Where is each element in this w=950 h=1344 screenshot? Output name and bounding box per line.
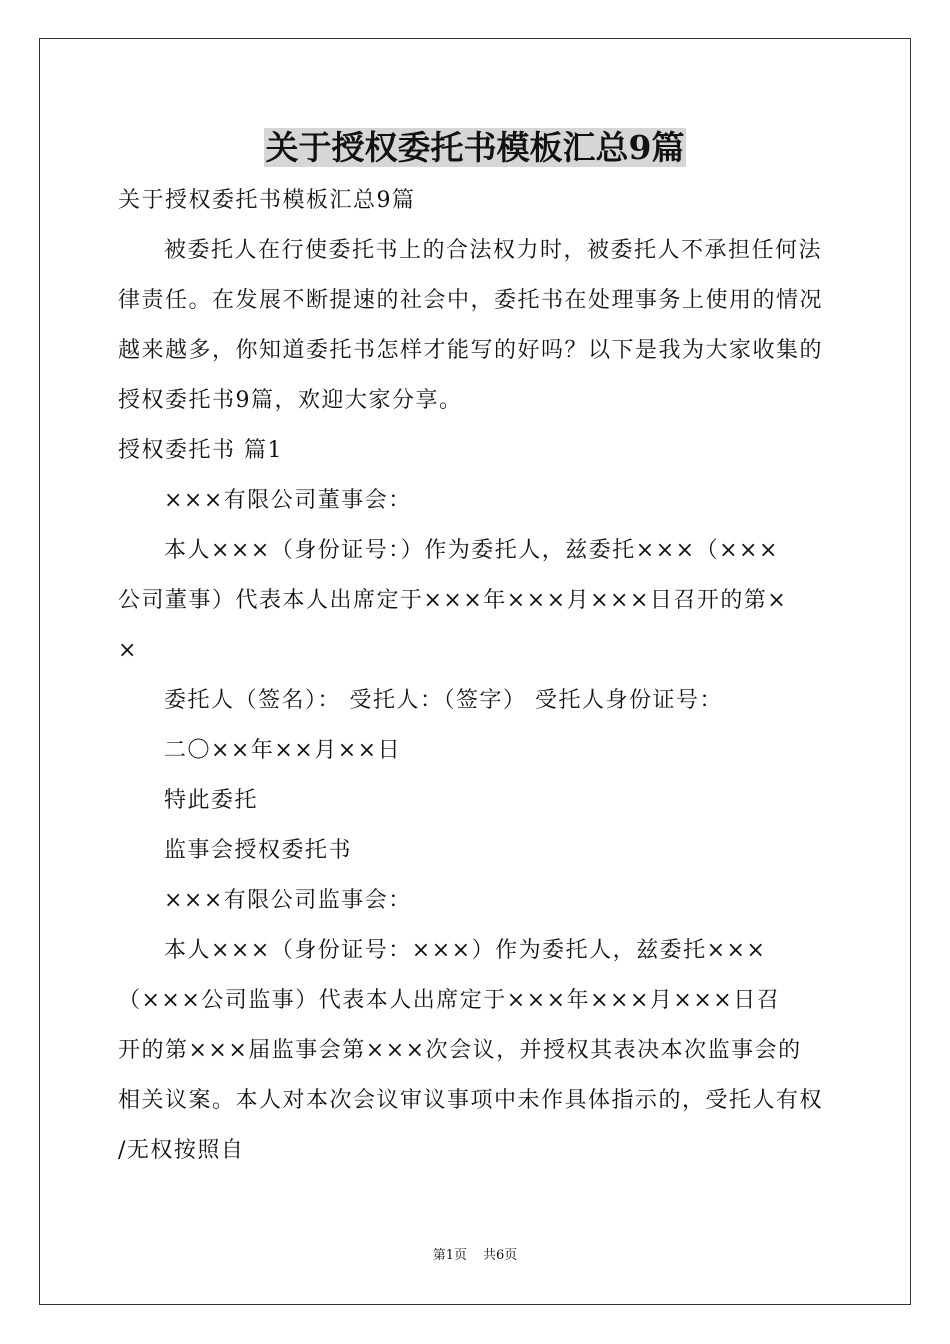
document-title-text: 关于授权委托书模板汇总9篇 — [265, 128, 685, 167]
page-total: 共6页 — [483, 1248, 518, 1263]
body-line: （×××公司监事）代表本人出席定于×××年×××月×××日召 — [118, 988, 781, 1013]
section-heading: 监事会授权委托书 — [164, 838, 353, 863]
body-line: 授权委托书9篇，欢迎大家分享。 — [118, 388, 463, 413]
body-line: 被委托人在行使委托书上的合法权力时，被委托人不承担任何法 — [164, 238, 823, 263]
body-line: 特此委托 — [164, 788, 259, 813]
body-line: 公司董事）代表本人出席定于×××年×××月×××日召开的第× — [118, 588, 788, 613]
body-line: × — [118, 638, 138, 663]
page-number: 第1页 — [432, 1248, 467, 1263]
section-heading: 授权委托书 篇1 — [118, 438, 283, 463]
body-line: 本人×××（身份证号：）作为委托人，兹委托×××（××× — [164, 538, 779, 563]
body-line: ×××有限公司监事会： — [164, 888, 412, 913]
body-line: 开的第×××届监事会第×××次会议，并授权其表决本次监事会的 — [118, 1038, 802, 1063]
body-line: 律责任。在发展不断提速的社会中，委托书在处理事务上使用的情况 — [118, 288, 824, 313]
body-line: /无权按照自 — [118, 1138, 245, 1163]
page-footer — [0, 1246, 950, 1266]
document-body — [118, 176, 834, 1176]
body-line: 本人×××（身份证号：×××）作为委托人，兹委托××× — [164, 938, 767, 963]
document-title — [0, 124, 950, 172]
body-line: 相关议案。本人对本次会议审议事项中未作具体指示的，受托人有权 — [118, 1088, 824, 1113]
body-line: ×××有限公司董事会： — [164, 488, 412, 513]
body-line: 委托人（签名）： 受托人：（签字） 受托人身份证号： — [164, 688, 723, 713]
body-line: 关于授权委托书模板汇总9篇 — [118, 188, 416, 213]
body-line: 二〇××年××月××日 — [164, 738, 402, 763]
body-line: 越来越多，你知道委托书怎样才能写的好吗？以下是我为大家收集的 — [118, 338, 824, 363]
